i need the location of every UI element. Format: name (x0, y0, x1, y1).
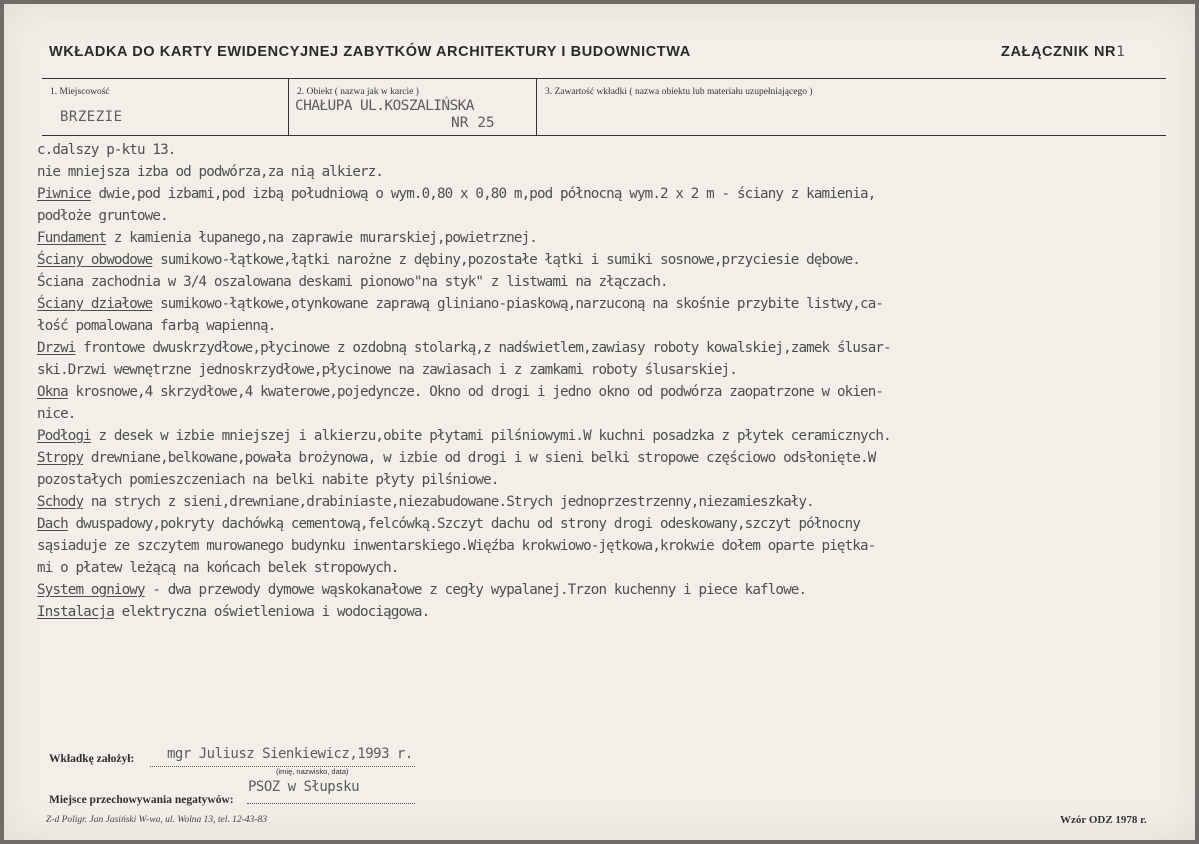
section-heading: Okna (37, 384, 68, 400)
line-text: sumikowo-łątkowe,łątki narożne z dębiny,pozostałe łątki i sumiki sosnowe,przyciesie dębowe. (152, 252, 861, 268)
line-text: Ściana zachodnia w 3/4 oszalowana deskami pionowo"na styk" z listwami na złączach. (37, 274, 668, 290)
description-line (37, 249, 1177, 271)
field-locality-value: BRZEZIE (60, 109, 123, 125)
header-fields (42, 78, 1166, 136)
attachment-label: ZAŁĄCZNIK NR (1001, 44, 1117, 60)
section-heading: Fundament (37, 230, 107, 246)
line-text: dwie,pod izbami,pod izbą południową o wym.0,80 x 0,80 m,pod północną wym.2 x 2 m - ściany z kamienia, (90, 186, 876, 202)
line-text: elektryczna oświetleniowa i wodociągowa. (113, 604, 430, 620)
field-locality (42, 79, 289, 135)
line-text: nice. (37, 406, 76, 422)
section-heading: Piwnice (37, 186, 91, 202)
section-heading: Dach (37, 516, 68, 532)
line-text: - dwa przewody dymowe wąskokanałowe z cegły wypalanej.Trzon kuchenny i piece kaflowe. (144, 582, 807, 598)
section-heading: Instalacja (37, 604, 114, 620)
description-line (37, 183, 1177, 205)
line-text: mi o płatew leżącą na końcach belek stropowych. (37, 560, 399, 576)
description-line (37, 579, 1177, 601)
description-line (37, 227, 1177, 249)
description-line (37, 425, 1177, 447)
description-line (37, 381, 1177, 403)
description-line (37, 293, 1177, 315)
attachment-number (1001, 44, 1125, 60)
line-text: z desek w izbie mniejszej i alkierzu,obite płytami pilśniowymi.W kuchni posadzka z płytek ceramicznych. (90, 428, 891, 444)
founded-label: Wkładkę założył: (49, 753, 135, 765)
description-line (37, 513, 1177, 535)
field-locality-label: 1. Miejscowość (50, 87, 110, 97)
section-heading: Drzwi (37, 340, 76, 356)
line-text: pozostałych pomieszczeniach na belki nabite płyty pilśniowe. (37, 472, 499, 488)
description-line (37, 359, 1177, 381)
line-text: podłoże gruntowe. (37, 208, 168, 224)
section-heading: System ogniowy (37, 582, 145, 598)
printer-imprint: Z-d Poligr. Jan Jasiński W-wa, ul. Wolna 13, tel. 12-43-83 (46, 815, 267, 825)
description-line (37, 535, 1177, 557)
description-line (37, 205, 1177, 227)
attachment-value: 1 (1116, 44, 1126, 60)
section-heading: Stropy (37, 450, 84, 466)
negatives-label: Miejsce przechowywania negatywów: (49, 794, 234, 806)
description-line (37, 447, 1177, 469)
form-model: Wzór ODZ 1978 r. (1060, 814, 1147, 826)
line-text: frontowe dwuskrzydłowe,płycinowe z ozdobną stolarką,z nadświetlem,zawiasy roboty kowalskiej,zamek ślusar- (75, 340, 891, 356)
founded-note: (imię, nazwisko, data) (276, 767, 349, 776)
line-text: c.dalszy p-ktu 13. (37, 142, 176, 158)
founded-value: mgr Juliusz Sienkiewicz,1993 r. (167, 746, 413, 762)
line-text: dwuspadowy,pokryty dachówką cementową,felcówką.Szczyt dachu od strony drogi odeskowany,szczyt północny (67, 516, 861, 532)
field-contents (537, 79, 1165, 135)
line-text: łość pomalowana farbą wapienną. (37, 318, 276, 334)
typed-description (37, 139, 1177, 623)
description-line (37, 271, 1177, 293)
description-line (37, 491, 1177, 513)
description-line (37, 557, 1177, 579)
section-heading: Ściany działowe (37, 296, 153, 312)
line-text: ski.Drzwi wewnętrzne jednoskrzydłowe,płycinowe na zawiasach i z zamkami roboty ślusarskiej. (37, 362, 737, 378)
field-object (289, 79, 537, 135)
line-text: krosnowe,4 skrzydłowe,4 kwaterowe,pojedyncze. Okno od drogi i jedno okno od podwórza zaopatrzone w okien- (67, 384, 884, 400)
field-object-label: 2. Obiekt ( nazwa jak w karcie ) (297, 87, 419, 97)
description-line (37, 403, 1177, 425)
line-text: sąsiaduje ze szczytem murowanego budynku inwentarskiego.Więźba krokwiowo-jętkowa,krokwie dołem oparte piętka- (37, 538, 876, 554)
line-text: drewniane,belkowane,powała brożynowa, w izbie od drogi i w sieni belki stropowe częściowo odsłonięte.W (83, 450, 876, 466)
form-title: WKŁADKA DO KARTY EWIDENCYJNEJ ZABYTKÓW ARCHITEKTURY I BUDOWNICTWA (49, 44, 691, 60)
record-card (4, 4, 1195, 840)
description-line (37, 469, 1177, 491)
section-heading: Ściany obwodowe (37, 252, 153, 268)
section-heading: Podłogi (37, 428, 91, 444)
description-line (37, 315, 1177, 337)
description-line (37, 139, 1177, 161)
line-text: na strych z sieni,drewniane,drabiniaste,niezabudowane.Strych jednoprzestrzenny,niezamieszkały. (83, 494, 814, 510)
description-line (37, 601, 1177, 623)
field-object-number: NR 25 (451, 115, 495, 131)
line-text: z kamienia łupanego,na zaprawie murarskiej,powietrznej. (106, 230, 537, 246)
negatives-dotted-line (247, 803, 415, 804)
field-contents-label: 3. Zawartość wkładki ( nazwa obiektu lub materiału uzupełniającego ) (545, 87, 813, 97)
line-text: nie mniejsza izba od podwórza,za nią alkierz. (37, 164, 384, 180)
description-line (37, 337, 1177, 359)
description-line (37, 161, 1177, 183)
field-object-value: CHAŁUPA UL.KOSZALIŃSKA (295, 98, 474, 114)
line-text: sumikowo-łątkowe,otynkowane zaprawą gliniano-piaskową,narzuconą na skośnie przybite listwy,ca- (152, 296, 884, 312)
negatives-value: PSOZ w Słupsku (248, 779, 360, 795)
section-heading: Schody (37, 494, 84, 510)
